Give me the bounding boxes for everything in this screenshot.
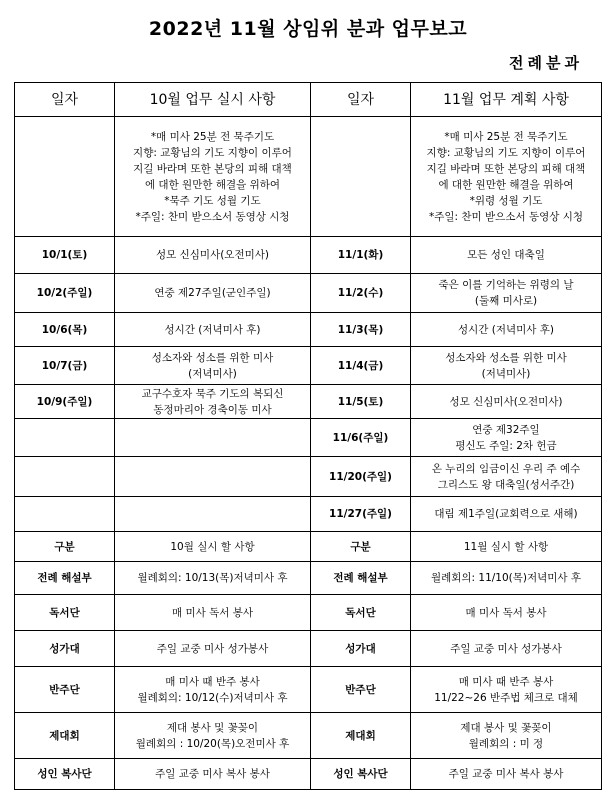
section-row	[15, 595, 602, 631]
section-task-november: 주일 교중 미사 성가봉사	[411, 631, 602, 667]
section-row	[15, 667, 602, 713]
schedule-event-november: 성모 신심미사(오전미사)	[411, 385, 602, 419]
schedule-event-november: 죽은 이를 기억하는 위령의 날 (둘째 미사로)	[411, 274, 602, 313]
sections-header-category-left: 구분	[15, 532, 115, 562]
section-task-november: 주일 교중 미사 복사 봉사	[411, 759, 602, 790]
schedule-date-october	[15, 419, 115, 457]
header-date-left: 일자	[15, 83, 115, 117]
section-task-october: 제대 봉사 및 꽃꽂이 월례회의 : 10/20(목)오전미사 후	[115, 713, 311, 759]
section-task-october: 주일 교중 미사 성가봉사	[115, 631, 311, 667]
header-date-right: 일자	[311, 83, 411, 117]
schedule-event-october	[115, 457, 311, 497]
schedule-date-november: 11/5(토)	[311, 385, 411, 419]
section-task-november: 매 미사 독서 봉사	[411, 595, 602, 631]
schedule-row	[15, 274, 602, 313]
schedule-event-november: 연중 제32주일 평신도 주일: 2차 헌금	[411, 419, 602, 457]
schedule-event-november: 성소자와 성소를 위한 미사 (저녁미사)	[411, 347, 602, 385]
schedule-date-november: 11/2(수)	[311, 274, 411, 313]
section-task-october: 월례회의: 10/13(목)저녁미사 후	[115, 562, 311, 595]
sections-header-november: 11월 실시 할 사항	[411, 532, 602, 562]
schedule-event-november: 성시간 (저녁미사 후)	[411, 313, 602, 347]
schedule-date-october: 10/7(금)	[15, 347, 115, 385]
section-task-october: 주일 교중 미사 복사 봉사	[115, 759, 311, 790]
schedule-row	[15, 237, 602, 274]
schedule-row	[15, 457, 602, 497]
section-task-november: 월례회의: 11/10(목)저녁미사 후	[411, 562, 602, 595]
schedule-date-october	[15, 457, 115, 497]
section-name-november: 반주단	[311, 667, 411, 713]
schedule-date-october: 10/9(주일)	[15, 385, 115, 419]
schedule-date-october: 10/6(목)	[15, 313, 115, 347]
schedule-event-october: 성시간 (저녁미사 후)	[115, 313, 311, 347]
section-name-october: 반주단	[15, 667, 115, 713]
schedule-event-november: 대림 제1주일(교회력으로 새해)	[411, 497, 602, 532]
schedule-event-october: 성모 신심미사(오전미사)	[115, 237, 311, 274]
section-row	[15, 631, 602, 667]
section-task-november: 제대 봉사 및 꽃꽂이 월례회의 : 미 정	[411, 713, 602, 759]
schedule-event-october: 연중 제27주일(군인주일)	[115, 274, 311, 313]
schedule-row	[15, 497, 602, 532]
sections-header-category-right: 구분	[311, 532, 411, 562]
table-header-row	[15, 83, 602, 117]
section-task-october: 매 미사 독서 봉사	[115, 595, 311, 631]
section-name-october: 성인 복사단	[15, 759, 115, 790]
intro-november: *매 미사 25분 전 묵주기도 지향: 교황님의 기도 지향이 이루어 지길 바라며 또한 본당의 피해 대책 에 대한 원만한 해결을 위하여 *위령 성월 기도 *주일: 찬미 받으소서 동영상 시청	[411, 117, 602, 237]
section-row	[15, 713, 602, 759]
schedule-date-november: 11/6(주일)	[311, 419, 411, 457]
section-name-november: 전례 해설부	[311, 562, 411, 595]
schedule-event-october	[115, 419, 311, 457]
sections-header-october: 10월 실시 할 사항	[115, 532, 311, 562]
section-name-november: 독서단	[311, 595, 411, 631]
schedule-date-october	[15, 497, 115, 532]
header-november-plans: 11월 업무 계획 사항	[411, 83, 602, 117]
intro-row	[15, 117, 602, 237]
schedule-date-october: 10/2(주일)	[15, 274, 115, 313]
section-task-november: 매 미사 때 반주 봉사 11/22~26 반주법 체크로 대체	[411, 667, 602, 713]
section-task-october: 매 미사 때 반주 봉사 월례회의: 10/12(수)저녁미사 후	[115, 667, 311, 713]
schedule-row	[15, 419, 602, 457]
schedule-row	[15, 313, 602, 347]
schedule-event-october: 성소자와 성소를 위한 미사 (저녁미사)	[115, 347, 311, 385]
schedule-date-november: 11/3(목)	[311, 313, 411, 347]
department-name: 전례분과	[509, 54, 583, 72]
schedule-date-november: 11/27(주일)	[311, 497, 411, 532]
schedule-row	[15, 347, 602, 385]
section-name-october: 독서단	[15, 595, 115, 631]
section-name-october: 전례 해설부	[15, 562, 115, 595]
schedule-date-november: 11/4(금)	[311, 347, 411, 385]
section-name-november: 제대회	[311, 713, 411, 759]
section-name-november: 성가대	[311, 631, 411, 667]
report-title: 2022년 11월 상임위 분과 업무보고	[148, 18, 468, 40]
schedule-row	[15, 385, 602, 419]
report-table	[14, 82, 602, 790]
section-row	[15, 562, 602, 595]
section-row	[15, 759, 602, 790]
schedule-date-october: 10/1(토)	[15, 237, 115, 274]
schedule-event-october	[115, 497, 311, 532]
schedule-event-november: 온 누리의 임금이신 우리 주 예수 그리스도 왕 대축일(성서주간)	[411, 457, 602, 497]
sections-header-row	[15, 532, 602, 562]
intro-october: *매 미사 25분 전 묵주기도 지향: 교황님의 기도 지향이 이루어 지길 바라며 또한 본당의 피해 대책 에 대한 원만한 해결을 위하여 *묵주 기도 성월 기도 *주일: 찬미 받으소서 동영상 시청	[115, 117, 311, 237]
schedule-event-october: 교구수호자 묵주 기도의 복되신 동정마리아 경축이동 미사	[115, 385, 311, 419]
intro-date-left-empty	[15, 117, 115, 237]
section-name-november: 성인 복사단	[311, 759, 411, 790]
section-name-october: 제대회	[15, 713, 115, 759]
schedule-event-november: 모든 성인 대축일	[411, 237, 602, 274]
schedule-date-november: 11/20(주일)	[311, 457, 411, 497]
intro-date-right-empty	[311, 117, 411, 237]
header-october-tasks: 10월 업무 실시 사항	[115, 83, 311, 117]
section-name-october: 성가대	[15, 631, 115, 667]
schedule-date-november: 11/1(화)	[311, 237, 411, 274]
